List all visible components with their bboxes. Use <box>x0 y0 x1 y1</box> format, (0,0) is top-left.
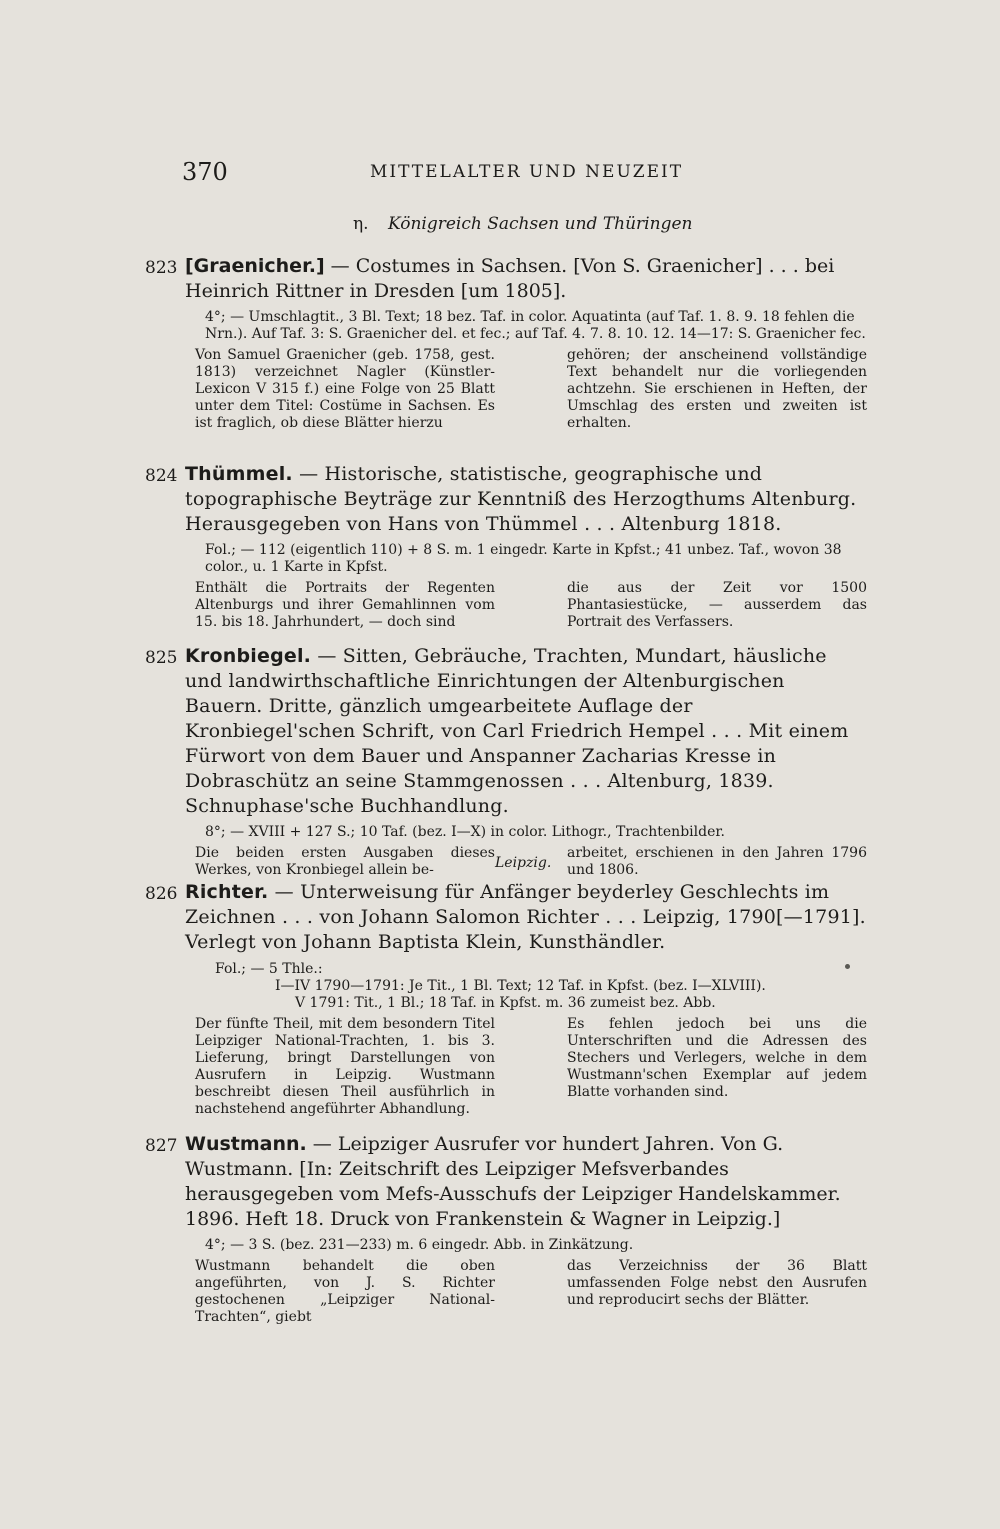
entry-title-text: — Costumes in Sachsen. [Von S. Graenicher] . . . bei Heinrich Rittner in Dresden [um 1805]. <box>185 255 835 302</box>
entry-number: 827 <box>145 1136 178 1156</box>
section-sigma: η. <box>353 214 369 234</box>
city-heading: Leipzig. <box>495 855 552 871</box>
catalog-entry-824 <box>145 462 867 631</box>
entry-author: Thümmel. <box>185 463 293 485</box>
entry-notes <box>195 347 867 432</box>
entry-number: 823 <box>145 258 178 278</box>
entry-author: Kronbiegel. <box>185 645 312 667</box>
entry-note-left: Enthält die Portraits der Regenten Altenburgs und ihrer Gemahlinnen vom 15. bis 18. Jahrhundert, — doch sind <box>195 580 495 630</box>
entry-collation: 8°; — XVIII + 127 S.; 10 Taf. (bez. I—X) in color. Lithogr., Trachtenbilder. <box>205 824 725 840</box>
entry-collation: 4°; — 3 S. (bez. 231—233) m. 6 eingedr. Abb. in Zinkätzung. <box>205 1237 634 1253</box>
entry-notes <box>195 1258 867 1326</box>
collation-part-1: I—IV 1790—1791: Je Tit., 1 Bl. Text; 12 Taf. in Kpfst. (bez. I—XLVIII). <box>275 978 766 994</box>
entry-title-text: — Leipziger Ausrufer vor hundert Jahren. Von G. Wustmann. [In: Zeitschrift des Leipziger Mefsverbandes herausgegeben vom Mefs-Ausschufs der Leipziger Handelskammer. 1896. Heft 18. Druck von Frankenstein & Wagner in Leipzig.] <box>185 1133 841 1230</box>
catalog-entry-823 <box>145 254 867 432</box>
entry-note-left: Die beiden ersten Ausgaben dieses Werkes, von Kronbiegel allein be- <box>195 845 495 878</box>
entry-notes <box>195 1016 867 1118</box>
section-title: Königreich Sachsen und Thüringen <box>388 214 693 234</box>
entry-author: [Graenicher.] <box>185 255 325 277</box>
catalog-entry-826 <box>145 880 867 1118</box>
entry-note-left: Von Samuel Graenicher (geb. 1758, gest. 1813) verzeichnet Nagler (Künstler-Lexicon V 315 f.) eine Folge von 25 Blatt unter dem Titel: Costüme in Sachsen. Es ist fraglich, ob diese Blätter hierzu <box>195 347 495 431</box>
entry-number: 825 <box>145 648 178 668</box>
running-head <box>182 158 882 188</box>
entry-author: Wustmann. <box>185 1133 307 1155</box>
entry-title <box>185 462 867 537</box>
entry-title <box>185 880 867 955</box>
running-title: MITTELALTER UND NEUZEIT <box>370 162 684 182</box>
ink-dot <box>845 964 850 969</box>
entry-title <box>185 644 867 819</box>
entry-notes <box>195 580 867 631</box>
entry-title <box>185 1132 867 1232</box>
collation-summary: Fol.; — 5 Thle.: <box>215 961 323 977</box>
entry-note-left: Wustmann behandelt die oben angeführten, von J. S. Richter gestochenen „Leipziger National-Trachten“, giebt <box>195 1258 495 1325</box>
entry-collation <box>215 961 867 1012</box>
entry-collation: 4°; — Umschlagtit., 3 Bl. Text; 18 bez. Taf. in color. Aquatinta (auf Taf. 1. 8. 9. 18 fehlen die Nrn.). Auf Taf. 3: S. Graenicher del. et fec.; auf Taf. 4. 7. 8. 10. 12. 14—17: S. Graenicher fec. <box>205 309 866 342</box>
entry-note-left: Der fünfte Theil, mit dem besondern Titel Leipziger National-Trachten, 1. bis 3. Lieferung, bringt Darstellungen von Ausrufern in Leipzig. Wustmann beschreibt diesen Theil ausführlich in nachstehend angeführter Abhandlung. <box>195 1016 495 1117</box>
entry-note-right: das Verzeichniss der 36 Blatt umfassenden Folge nebst den Ausrufen und reproducirt sechs der Blätter. <box>567 1258 867 1308</box>
entry-number: 826 <box>145 884 178 904</box>
entry-title-text: — Historische, statistische, geographische und topographische Beyträge zur Kenntniß des Herzogthums Altenburg. Herausgegeben von Hans von Thümmel . . . Altenburg 1818. <box>185 463 857 535</box>
section-heading <box>353 214 692 234</box>
entry-note-right: gehören; der anscheinend vollständige Text behandelt nur die vorliegenden achtzehn. Sie erschienen in Heften, der Umschlag des ersten und zweiten ist erhalten. <box>567 347 867 431</box>
entry-note-right: arbeitet, erschienen in den Jahren 1796 und 1806. <box>567 845 867 878</box>
entry-author: Richter. <box>185 881 269 903</box>
entry-note-right: die aus der Zeit vor 1500 Phantasiestücke, — ausserdem das Portrait des Verfassers. <box>567 580 867 630</box>
entry-number: 824 <box>145 466 178 486</box>
catalog-entry-827 <box>145 1132 867 1326</box>
entry-title-text: — Unterweisung für Anfänger beyderley Geschlechts im Zeichnen . . . von Johann Salomon Richter . . . Leipzig, 1790[—1791]. Verlegt von Johann Baptista Klein, Kunsthändler. <box>185 881 866 953</box>
collation-part-2: V 1791: Tit., 1 Bl.; 18 Taf. in Kpfst. m. 36 zumeist bez. Abb. <box>295 995 716 1011</box>
catalog-entry-825 <box>145 644 867 879</box>
entry-note-right: Es fehlen jedoch bei uns die Unterschriften und die Adressen des Stechers und Verlegers, welche in dem Wustmann'schen Exemplar auf jedem Blatte vorhanden sind. <box>567 1016 867 1100</box>
page-number: 370 <box>182 158 228 186</box>
entry-title-text: — Sitten, Gebräuche, Trachten, Mundart, häusliche und landwirthschaftliche Einrichtungen der Altenburgischen Bauern. Dritte, gänzlich umgearbeitete Auflage der Kronbiegel'schen Schrift, von Carl Friedrich Hempel . . . Mit einem Fürwort von dem Bauer und Anspanner Zacharias Kresse in Dobraschütz an seine Stammgenossen . . . Altenburg, 1839. Schnuphase'sche Buchhandlung. <box>185 645 849 817</box>
entry-collation: Fol.; — 112 (eigentlich 110) + 8 S. m. 1 eingedr. Karte in Kpfst.; 41 unbez. Taf., wovon 38 color., u. 1 Karte in Kpfst. <box>205 542 842 575</box>
entry-title <box>185 254 867 304</box>
